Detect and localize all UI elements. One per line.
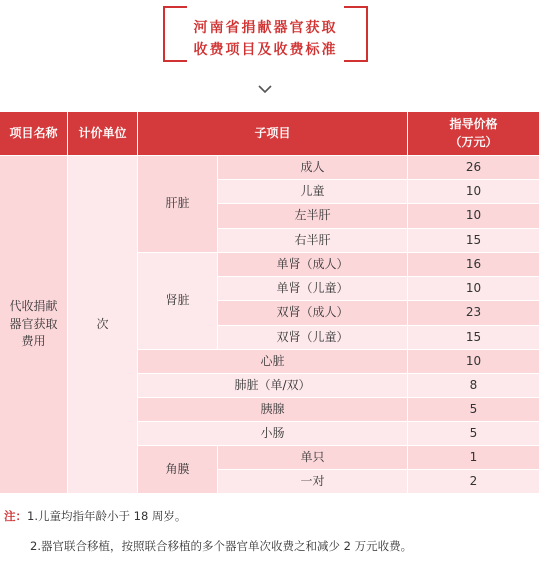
group-liver: 肝脏 (138, 156, 218, 253)
note-2 (30, 538, 412, 554)
title-line-2: 收费项目及收费标准 (193, 42, 338, 58)
header-item-name: 项目名称 (0, 112, 68, 156)
price-cell: 16 (408, 253, 540, 277)
price-cell: 5 (408, 422, 540, 446)
title-box (163, 6, 368, 62)
price-cell: 1 (408, 446, 540, 470)
item-name-cell (0, 156, 68, 494)
sub-item-cell: 单只 (218, 446, 408, 470)
sub-item-cell: 成人 (218, 156, 408, 180)
sub-item-cell: 右半肝 (218, 229, 408, 253)
header-price (408, 112, 540, 156)
header-unit: 计价单位 (68, 112, 138, 156)
price-cell: 10 (408, 350, 540, 374)
sub-item-cell: 肺脏（单/双） (138, 374, 408, 398)
price-cell: 10 (408, 277, 540, 301)
sub-item-cell: 双肾（成人） (218, 301, 408, 326)
sub-item-cell: 胰腺 (138, 398, 408, 422)
note-2-text: 2.器官联合移植，按照联合移植的多个器官单次收费之和减少 2 万元收费。 (30, 539, 413, 553)
price-cell: 2 (408, 470, 540, 494)
unit-cell: 次 (68, 156, 138, 494)
sub-item-cell: 单肾（成人） (218, 253, 408, 277)
item-name-text: 代收捐献器官获取费用 (9, 299, 58, 349)
sub-item-cell: 左半肝 (218, 204, 408, 229)
price-cell: 5 (408, 398, 540, 422)
price-cell: 26 (408, 156, 540, 180)
header-price-line2: （万元） (449, 134, 498, 149)
group-kidney: 肾脏 (138, 253, 218, 350)
sub-item-cell: 儿童 (218, 180, 408, 204)
sub-item-cell: 一对 (218, 470, 408, 494)
sub-item-cell: 双肾（儿童） (218, 326, 408, 350)
note-1 (4, 508, 186, 524)
sub-item-cell: 心脏 (138, 350, 408, 374)
group-cornea: 角膜 (138, 446, 218, 494)
price-cell: 8 (408, 374, 540, 398)
price-cell: 15 (408, 326, 540, 350)
header-sub-item: 子项目 (138, 112, 408, 156)
price-cell: 23 (408, 301, 540, 326)
title-line-1: 河南省捐献器官获取 (193, 20, 338, 36)
chevron-down-icon (258, 82, 272, 96)
note-1-text: 1.儿童均指年龄小于 18 周岁。 (27, 509, 187, 523)
sub-item-cell: 小肠 (138, 422, 408, 446)
note-label: 注： (4, 509, 27, 523)
price-cell: 10 (408, 180, 540, 204)
header-price-line1: 指导价格 (449, 117, 498, 132)
price-cell: 10 (408, 204, 540, 229)
price-cell: 15 (408, 229, 540, 253)
sub-item-cell: 单肾（儿童） (218, 277, 408, 301)
